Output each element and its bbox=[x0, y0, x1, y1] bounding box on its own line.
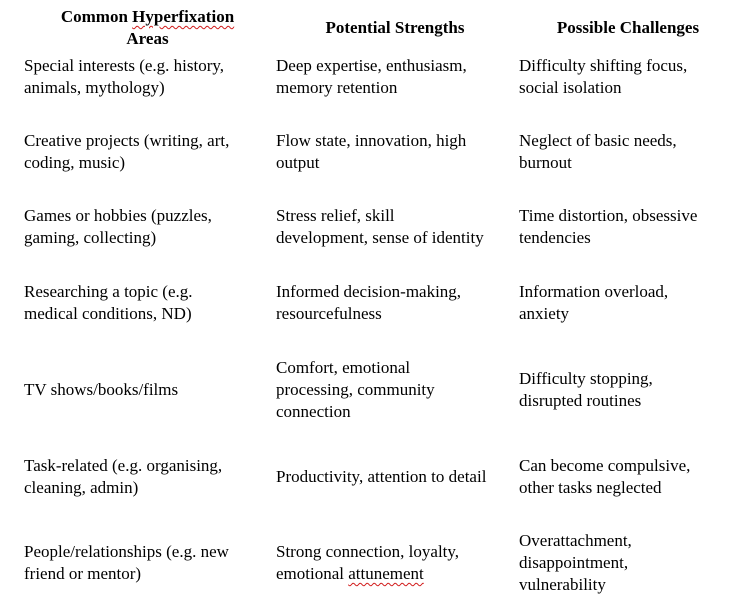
row-3-area: Games or hobbies (puzzles, gaming, collecting) bbox=[24, 206, 212, 247]
row-6-challenges: Can become compulsive, other tasks neglected bbox=[519, 456, 691, 497]
header-areas bbox=[40, 6, 255, 50]
header-challenges: Possible Challenges bbox=[556, 18, 700, 37]
row-5-strengths: Comfort, emotional processing, community connection bbox=[276, 358, 435, 421]
row-1-challenges: Difficulty shifting focus, social isolation bbox=[519, 56, 688, 97]
spellcheck-underlined-word: attunement bbox=[348, 564, 424, 583]
row-2-area: Creative projects (writing, art, coding, music) bbox=[24, 131, 230, 172]
row-4-strengths: Informed decision-making, resourcefulness bbox=[276, 282, 462, 323]
header-strengths: Potential Strengths bbox=[325, 18, 465, 37]
row-1-strengths: Deep expertise, enthusiasm, memory retention bbox=[276, 56, 467, 97]
row-3-challenges: Time distortion, obsessive tendencies bbox=[519, 206, 698, 247]
row-6-area: Task-related (e.g. organising, cleaning, admin) bbox=[24, 456, 223, 497]
row-4-challenges: Information overload, anxiety bbox=[519, 282, 669, 323]
spellcheck-underlined-word: Hyperfixation bbox=[132, 7, 235, 26]
row-3-strengths: Stress relief, skill development, sense of identity bbox=[276, 206, 484, 247]
row-2-challenges: Neglect of basic needs, burnout bbox=[519, 131, 677, 172]
row-6-strengths: Productivity, attention to detail bbox=[276, 467, 487, 486]
header-areas-line1: Common Hyperfixation bbox=[60, 7, 235, 26]
row-1-area: Special interests (e.g. history, animals, mythology) bbox=[24, 56, 225, 97]
row-4-area: Researching a topic (e.g. medical conditions, ND) bbox=[24, 282, 193, 323]
row-7-strengths: Strong connection, loyalty, emotional attunement bbox=[276, 542, 460, 583]
row-5-area: TV shows/books/films bbox=[24, 380, 179, 399]
row-7-strengths-line2: emotional attunement bbox=[276, 564, 424, 583]
header-areas-line2: Areas bbox=[126, 29, 169, 48]
row-7-challenges: Overattachment, disappointment, vulnerability bbox=[519, 531, 632, 594]
row-5-challenges: Difficulty stopping, disrupted routines bbox=[519, 369, 653, 410]
row-2-strengths: Flow state, innovation, high output bbox=[276, 131, 467, 172]
row-7-area: People/relationships (e.g. new friend or mentor) bbox=[24, 542, 229, 583]
